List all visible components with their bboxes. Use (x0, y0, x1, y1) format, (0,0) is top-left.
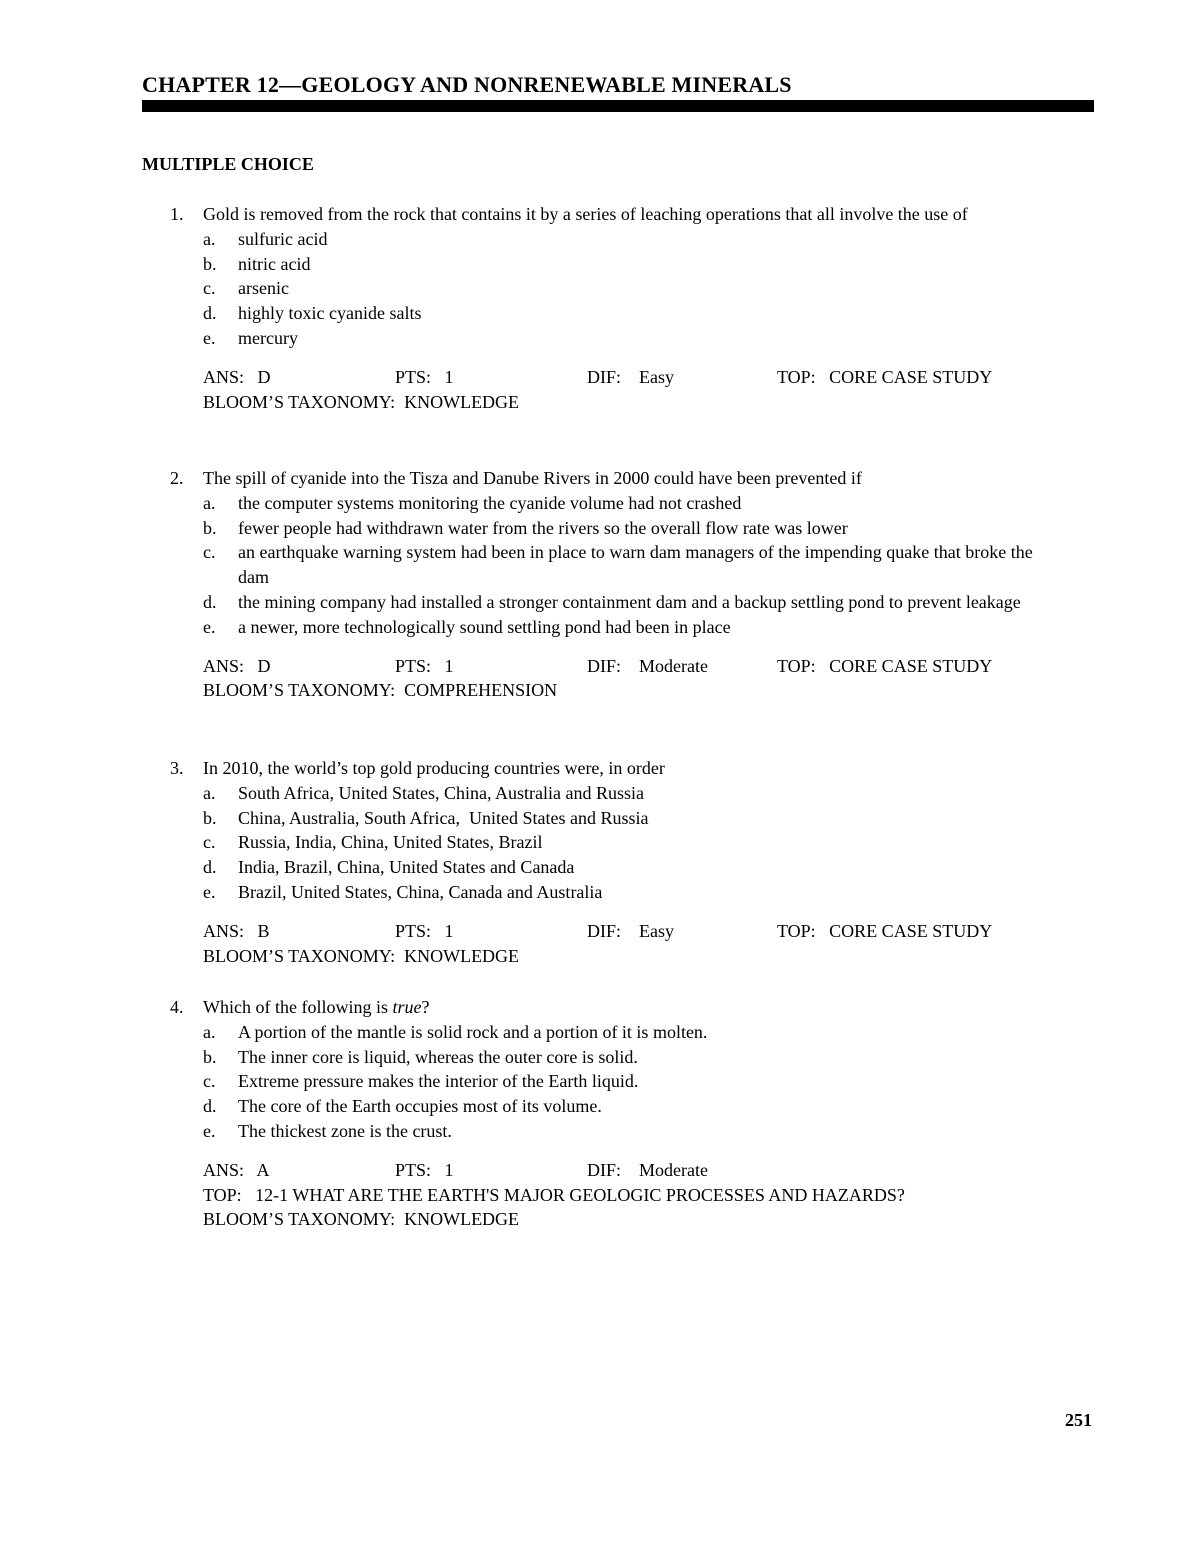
answer-key: ANS: B (203, 920, 270, 941)
option-text: China, Australia, South Africa, United States and Russia (238, 807, 649, 828)
topic: TOP: 12-1 WHAT ARE THE EARTH'S MAJOR GEOLOGIC PROCESSES AND HAZARDS? (203, 1184, 905, 1205)
answer-metadata (203, 365, 1072, 415)
option-letter: e. (203, 1120, 216, 1141)
option-letter: d. (203, 303, 217, 324)
option (203, 252, 1072, 277)
option-letter: c. (203, 1071, 216, 1092)
option (203, 615, 1072, 640)
answer-metadata (203, 919, 1072, 969)
option-letter: d. (203, 591, 217, 612)
option (203, 1045, 1072, 1070)
option-text: mercury (238, 327, 298, 348)
option-letter: a. (203, 228, 216, 249)
option-text: India, Brazil, China, United States and Canada (238, 857, 575, 878)
option-letter: c. (203, 542, 216, 563)
option-letter: b. (203, 807, 217, 828)
option-letter: a. (203, 1021, 216, 1042)
option-text: A portion of the mantle is solid rock and a portion of it is molten. (238, 1021, 708, 1042)
question-stem: In 2010, the world’s top gold producing countries were, in order (203, 758, 665, 778)
option (203, 855, 1072, 880)
bloom-taxonomy: BLOOM’S TAXONOMY: KNOWLEDGE (203, 1209, 520, 1230)
option (203, 326, 1072, 351)
option-list (203, 491, 1072, 640)
option (203, 301, 1072, 326)
difficulty: DIF: Moderate (587, 655, 708, 676)
option-text: Brazil, United States, China, Canada and Australia (238, 881, 603, 902)
option (203, 227, 1072, 252)
points: PTS: 1 (395, 366, 454, 387)
option-letter: b. (203, 253, 217, 274)
bloom-taxonomy: BLOOM’S TAXONOMY: KNOWLEDGE (203, 945, 520, 966)
question-2 (142, 466, 1072, 703)
topic: TOP: CORE CASE STUDY (777, 920, 993, 941)
points: PTS: 1 (395, 655, 454, 676)
question-number: 3. (170, 758, 184, 778)
stem-text-end: ? (421, 997, 430, 1017)
chapter-title: CHAPTER 12—GEOLOGY AND NONRENEWABLE MINERALS (142, 72, 792, 97)
answer-metadata (203, 1158, 1072, 1232)
option (203, 1119, 1072, 1144)
option-text: the computer systems monitoring the cyanide volume had not crashed (238, 492, 742, 513)
bloom-taxonomy: BLOOM’S TAXONOMY: KNOWLEDGE (203, 391, 520, 412)
question-3 (142, 756, 1072, 968)
question-4 (142, 995, 1072, 1232)
option-text: sulfuric acid (238, 228, 328, 249)
question-number: 1. (170, 204, 184, 224)
question-stem: The spill of cyanide into the Tisza and Danube Rivers in 2000 could have been prevented if (203, 468, 862, 488)
topic: TOP: CORE CASE STUDY (777, 655, 993, 676)
option (203, 830, 1072, 855)
option-text: Russia, India, China, United States, Brazil (238, 832, 543, 853)
option-text: arsenic (238, 278, 289, 299)
title-rule (142, 100, 1094, 112)
question-number: 2. (170, 468, 184, 488)
option-letter: d. (203, 857, 217, 878)
option-text: South Africa, United States, China, Australia and Russia (238, 782, 644, 803)
question-stem: Gold is removed from the rock that contains it by a series of leaching operations that all involve the use of (203, 204, 968, 224)
option-text: the mining company had installed a stronger containment dam and a backup settling pond to prevent leakage (238, 591, 1021, 612)
points: PTS: 1 (395, 920, 454, 941)
section-heading: MULTIPLE CHOICE (142, 154, 314, 174)
option-text: highly toxic cyanide salts (238, 303, 422, 324)
option (203, 806, 1072, 831)
option-letter: e. (203, 616, 216, 637)
option (203, 276, 1072, 301)
question-number: 4. (170, 997, 184, 1017)
option (203, 516, 1072, 541)
option (203, 1069, 1072, 1094)
option (203, 540, 1072, 590)
option-list (203, 781, 1072, 905)
option-letter: d. (203, 1096, 217, 1117)
question-stem (203, 995, 1072, 1020)
option (203, 781, 1072, 806)
option (203, 880, 1072, 905)
option-letter: a. (203, 782, 216, 803)
option-letter: e. (203, 327, 216, 348)
difficulty: DIF: Easy (587, 366, 674, 387)
stem-emphasis: true (392, 997, 422, 1017)
difficulty: DIF: Easy (587, 920, 674, 941)
option-letter: b. (203, 517, 217, 538)
option-text: fewer people had withdrawn water from the rivers so the overall flow rate was lower (238, 517, 848, 538)
page-number: 251 (1065, 1410, 1092, 1430)
option-text: The thickest zone is the crust. (238, 1120, 452, 1141)
option-letter: a. (203, 492, 216, 513)
option-letter: c. (203, 278, 216, 299)
option-text: The inner core is liquid, whereas the outer core is solid. (238, 1046, 638, 1067)
option-text: Extreme pressure makes the interior of the Earth liquid. (238, 1071, 639, 1092)
option (203, 1020, 1072, 1045)
option-letter: e. (203, 881, 216, 902)
difficulty: DIF: Moderate (587, 1159, 708, 1180)
answer-key: ANS: D (203, 366, 271, 387)
option-list (203, 227, 1072, 351)
bloom-taxonomy: BLOOM’S TAXONOMY: COMPREHENSION (203, 680, 558, 701)
option-letter: b. (203, 1046, 217, 1067)
question-1 (142, 202, 1072, 414)
stem-text: Which of the following is (203, 997, 393, 1017)
option (203, 590, 1072, 615)
answer-metadata (203, 654, 1072, 704)
option (203, 1094, 1072, 1119)
option-text: a newer, more technologically sound settling pond had been in place (238, 616, 731, 637)
option-list (203, 1020, 1072, 1144)
option-text: The core of the Earth occupies most of its volume. (238, 1096, 602, 1117)
option-text: an earthquake warning system had been in place to warn dam managers of the impending quake that broke the dam (238, 542, 1033, 588)
points: PTS: 1 (395, 1159, 454, 1180)
option-letter: c. (203, 832, 216, 853)
option-text: nitric acid (238, 253, 311, 274)
answer-key: ANS: D (203, 655, 271, 676)
option (203, 491, 1072, 516)
topic: TOP: CORE CASE STUDY (777, 366, 993, 387)
answer-key: ANS: A (203, 1159, 270, 1180)
